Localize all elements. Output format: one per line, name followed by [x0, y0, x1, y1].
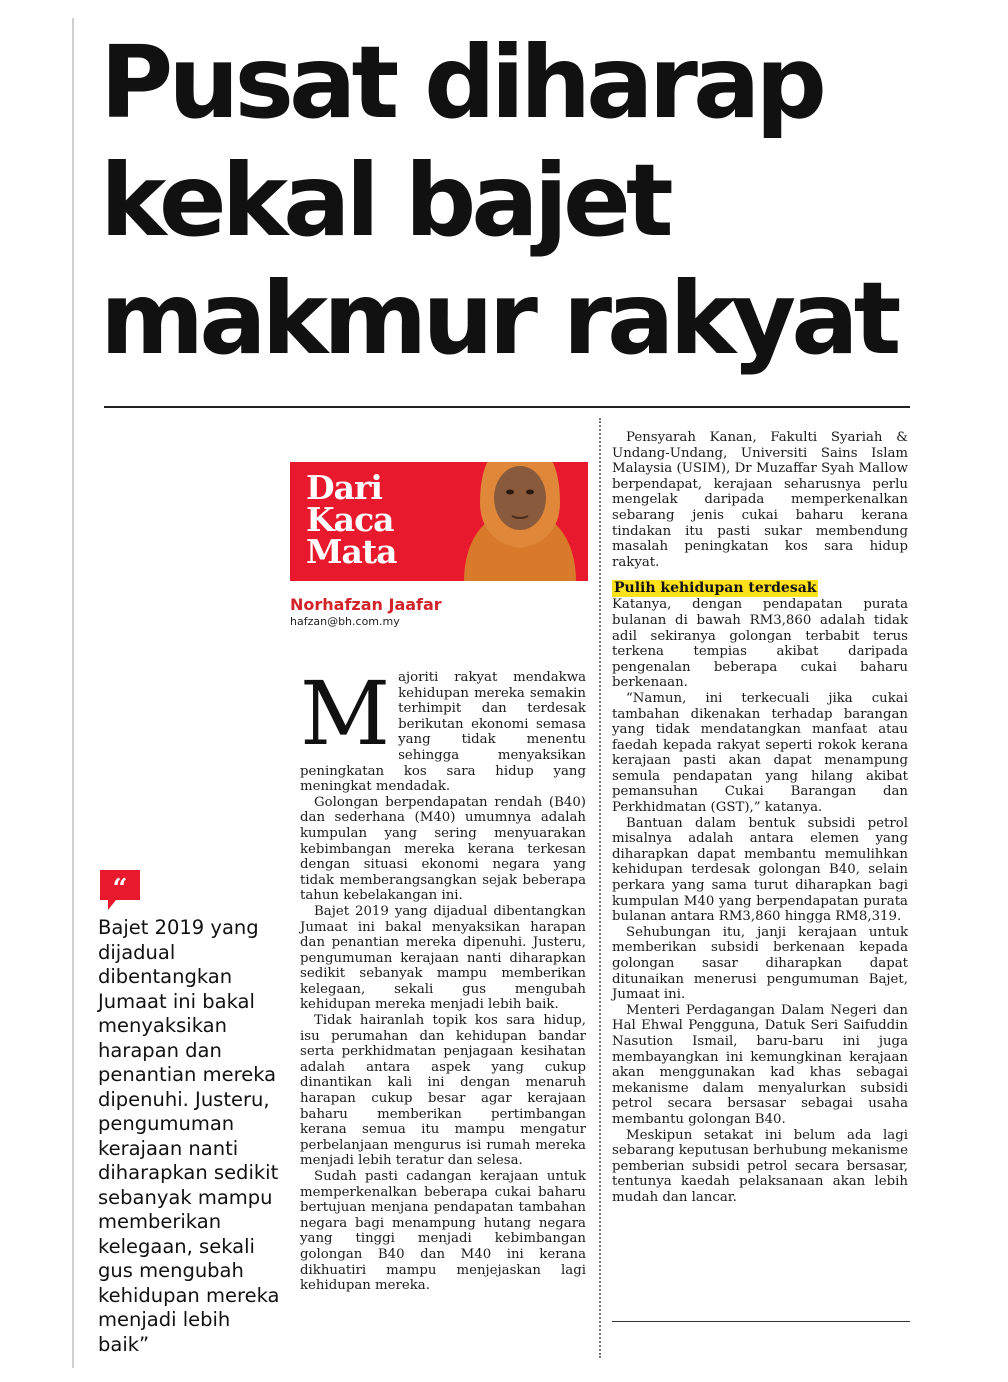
headline-line-3: makmur rakyat — [100, 260, 897, 377]
column-banner-title — [306, 468, 397, 571]
article-paragraph — [300, 662, 586, 795]
banner-line-2: Kaca — [306, 500, 394, 539]
banner-line-3: Mata — [306, 532, 397, 571]
dropcap: M — [300, 662, 391, 765]
article-paragraph: Bantuan dalam bentuk subsidi petrol misalnya adalah antara elemen yang diharapkan dapat membantu memulihkan kehidupan terdesak golongan B40, selain perkara yang sama turut diharapkan bagi kumpulan M40 yang berpendapatan purata bulanan antara RM3,860 hingga RM8,319. — [612, 815, 908, 925]
article-paragraph: Menteri Perdagangan Dalam Negeri dan Hal Ehwal Pengguna, Datuk Seri Saifuddin Nasution Ismail, baru-baru ini juga membayangkan ini kemungkinan kerajaan akan menggunakan kad khas sebagai mekanisme dalam menyalurkan subsidi petrol secara bersasar sebagai usaha membantu golongan B40. — [612, 1002, 908, 1127]
article-paragraph: Golongan berpendapatan rendah (B40) dan sederhana (M40) umumnya adalah kumpulan yang sering menyuarakan kebimbangan mereka kerana terkesan dengan situasi ekonomi negara yang tidak memberangsangkan sejak beberapa tahun kebelakangan ini. — [300, 794, 586, 904]
headline-line-2: kekal bajet — [100, 142, 669, 259]
article-paragraph: Pensyarah Kanan, Fakulti Syariah & Undang-Undang, Universiti Sains Islam Malaysia (USIM), Dr Muzaffar Syah Mallow berpendapat, kerajaan seharusnya perlu mengelak daripada memperkenalkan sebarang jenis cukai baharu kerana tindakan itu pasti sukar membendung masalah peningkatan kos sara hidup rakyat. — [612, 430, 908, 570]
article-paragraph: Sehubungan itu, janji kerajaan untuk memberikan subsidi berkenaan kepada golongan sasar diharapkan dapat ditunaikan menerusi pengumuman Bajet, Jumaat ini. — [612, 924, 908, 1003]
author-name: Norhafzan Jaafar — [290, 595, 442, 614]
svg-text:“: “ — [112, 874, 128, 904]
article-paragraph: Sudah pasti cadangan kerajaan untuk memperkenalkan beberapa cukai baharu bertujuan menjana pendapatan tambahan negara bagi menampung hutang negara yang tinggi menjadi kebimbangan golongan B40 dan M40 ini kerana dikhuatiri mampu menjejaskan lagi kehidupan mereka. — [300, 1169, 586, 1294]
headline — [100, 24, 960, 378]
article-paragraph: Bajet 2019 yang dijadual dibentangkan Jumaat ini bakal menyaksikan harapan dan penantian mereka dipenuhi. Justeru, pengumuman kerajaan nanti diharapkan sedikit sebanyak mampu memberikan kelegaan, sekali gus mengubah kehidupan mereka menjadi lebih baik. — [300, 903, 586, 1013]
pullquote: Bajet 2019 yang dijadual dibentangkan Jumaat ini bakal menyaksikan harapan dan penantian mereka dipenuhi. Justeru, pengumuman kerajaan nanti diharapkan sedikit sebanyak mampu memberikan kelegaan, sekali gus mengubah kehidupan mereka menjadi lebih baik” — [98, 916, 280, 1356]
article-paragraph: “Namun, ini terkecuali jika cukai tambahan dikenakan terhadap barangan yang tidak mendatangkan manfaat atau faedah kepada rakyat seperti rokok kerana kerajaan pasti akan dapat menampung semula pendapatan yang hilang akibat pemansuhan Cukai Barangan dan Perkhidmatan (GST),” katanya. — [612, 690, 908, 816]
column-divider — [599, 418, 601, 1358]
lead-text: ajoriti rakyat mendakwa kehidupan mereka semakin terhimpit dan terdesak berikutan ekonomi semasa yang tidak menentu sehingga menyaksikan peningkatan kos sara hidup yang meningkat mendadak. — [300, 670, 586, 795]
banner-line-1: Dari — [306, 468, 382, 507]
top-divider — [104, 406, 910, 408]
article-left-column — [300, 662, 586, 1294]
column-banner — [290, 462, 588, 581]
article-paragraph: Tidak hairanlah topik kos sara hidup, isu perumahan dan kehidupan bandar serta perkhidmatan penjagaan kesihatan adalah antara aspek yang cukup dinantikan kali ini dengan menaruh harapan cukup besar agar kerajaan baharu memberikan pertimbangan kerana semua itu mampu mengatur perbelanjaan mengurus isi rumah mereka menjadi lebih teratur dan selesa. — [300, 1013, 586, 1169]
subheading: Pulih kehidupan terdesak — [614, 580, 817, 597]
author-portrait — [450, 462, 588, 581]
headline-line-1: Pusat diharap — [100, 24, 823, 141]
article-paragraph: Meskipun setakat ini belum ada lagi sebarang keputusan berhubung mekanisme pemberian subsidi petrol secara bersasar, tentunya kaedah pelaksanaan akan lebih mudah dan lancar. — [612, 1127, 908, 1205]
article-right-column — [612, 430, 908, 1206]
bottom-divider — [612, 1321, 910, 1322]
quote-icon — [100, 870, 140, 910]
author-email: hafzan@bh.com.my — [290, 615, 400, 628]
page-edge-line — [72, 18, 74, 1368]
article-paragraph: Katanya, dengan pendapatan purata bulanan di bawah RM3,860 adalah tidak adil sekiranya golongan terbabit terus terkena tempias akibat daripada pengenalan beberapa cukai baharu berkenaan. — [612, 597, 908, 691]
